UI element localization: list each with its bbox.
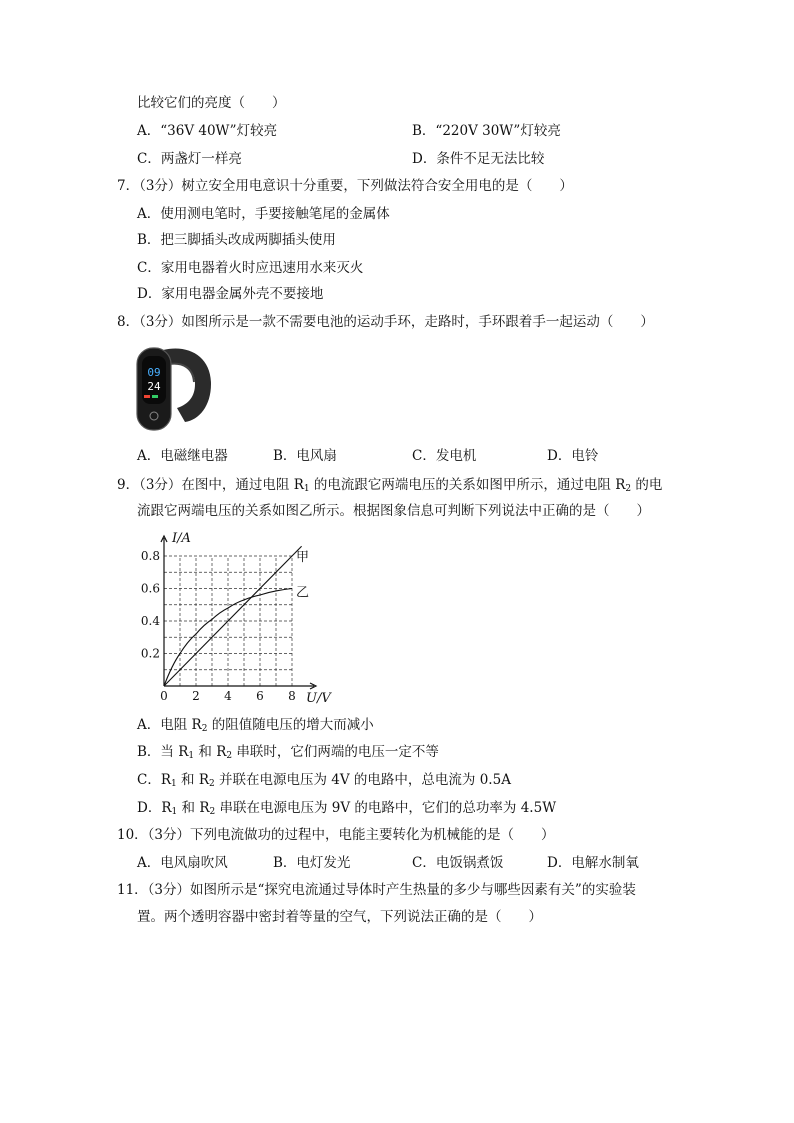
q7-stem: 7．（3分）树立安全用电意识十分重要，下列做法符合安全用电的是（ ） [117, 178, 573, 194]
series-label-yi: 乙 [296, 585, 310, 601]
x-tick-label: 8 [288, 689, 296, 703]
watch-time-minutes: 24 [147, 380, 161, 393]
q9-option-b: B．当 $R_1$ 和 $R_2$ 串联时，它们两端的电压一定不等 [137, 744, 439, 761]
x-tick-label: 4 [224, 689, 232, 703]
q7-option-a: A．使用测电笔时，手要接触笔尾的金属体 [137, 206, 390, 222]
y-tick-label: 0.6 [140, 581, 160, 596]
y-tick-label: 0.2 [140, 646, 160, 661]
watch-time-hours: 09 [147, 366, 161, 379]
q8-option-a: A．电磁继电器 [137, 448, 228, 464]
q8-stem: 8．（3分）如图所示是一款不需要电池的运动手环，走路时，手环跟着手一起运动（ ） [117, 314, 654, 330]
q8-option-b: B．电风扇 [273, 448, 337, 464]
q10-stem: 10．（3分）下列电流做功的过程中，电能主要转化为机械能的是（ ） [117, 827, 555, 843]
q9-option-a: A．电阻 $R_2$ 的阻值随电压的增大而减小 [137, 717, 374, 734]
y-tick-label: 0.8 [140, 549, 160, 563]
q8-option-d: D．电铃 [547, 448, 599, 464]
q9-option-c: C．$R_1$ 和 $R_2$ 并联在电源电压为 4V 的电路中，总电流为 0.5A [137, 772, 511, 789]
q7-option-b: B．把三脚插头改成两脚插头使用 [137, 232, 336, 248]
q6-option-c: C．两盏灯一样亮 [137, 151, 242, 167]
q9-option-d: D．$R_1$ 和 $R_2$ 串联在电源电压为 9V 的电路中，它们的总功率为 4.5W [137, 800, 557, 817]
q6-option-a: A．“36V 40W”灯较亮 [137, 123, 278, 139]
fitness-band-image [133, 342, 213, 434]
q11-stem-line1: 11．（3分）如图所示是“探究电流通过导体时产生热量的多少与哪些因素有关”的实验装 [117, 882, 636, 898]
graph-series [164, 546, 302, 686]
x-tick-label: 6 [256, 689, 264, 703]
current-voltage-graph [136, 528, 336, 708]
series-line-jia [164, 546, 302, 686]
q10-option-d: D．电解水制氧 [547, 855, 639, 871]
q8-option-c: C．发电机 [412, 448, 477, 464]
q11-stem-line2: 置。两个透明容器中密封着等量的空气，下列说法正确的是（ ） [137, 909, 542, 925]
q6-stem-tail: 比较它们的亮度（ ） [137, 95, 286, 111]
q10-option-a: A．电风扇吹风 [137, 855, 228, 871]
x-axis-label: U/V [306, 691, 331, 706]
q9-stem-line1: 9．（3分）在图中，通过电阻 $R_1$ 的电流跟它两端电压的关系如图甲所示，通过电阻 $R_2$ 的电 [117, 477, 663, 494]
q6-option-d: D．条件不足无法比较 [412, 151, 545, 167]
q7-option-d: D．家用电器金属外壳不要接地 [137, 286, 324, 302]
q9-stem-line2: 流跟它两端电压的关系如图乙所示。根据图象信息可判断下列说法中正确的是（ ） [137, 503, 650, 519]
q6-option-b: B．“220V 30W”灯较亮 [412, 123, 561, 139]
y-tick-label: 0.4 [140, 614, 160, 628]
q7-option-c: C．家用电器着火时应迅速用水来灭火 [137, 260, 364, 276]
series-label-jia: 甲 [296, 550, 310, 565]
y-axis-label: I/A [172, 531, 191, 546]
x-tick-label: 0 [160, 689, 168, 703]
x-tick-label: 2 [192, 689, 200, 703]
q10-option-b: B．电灯发光 [273, 855, 351, 871]
q10-option-c: C．电饭锅煮饭 [412, 855, 504, 871]
